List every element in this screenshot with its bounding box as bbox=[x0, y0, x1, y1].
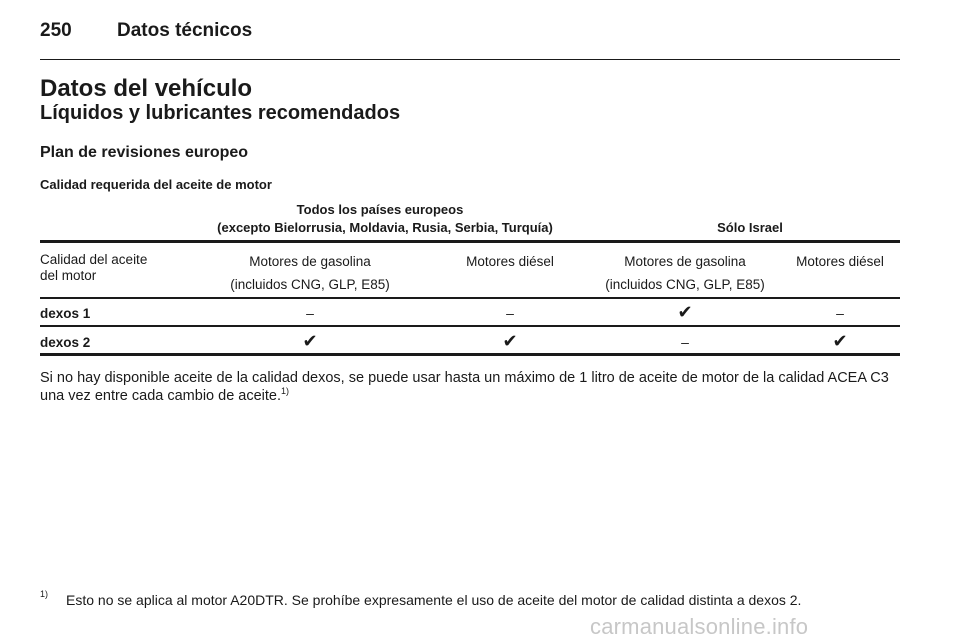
watermark: carmanualsonline.info bbox=[590, 614, 809, 639]
group-header-all-europe-line2: (excepto Bielorrusia, Moldavia, Rusia, Serbia, Turquía) bbox=[217, 220, 553, 235]
dexos1-israel-gasoline-check-icon: ✔ bbox=[677, 302, 693, 322]
row-header-line1: Calidad del aceite bbox=[40, 252, 148, 267]
row-label-dexos2: dexos 2 bbox=[40, 335, 91, 350]
footnote-marker: 1) bbox=[40, 589, 49, 599]
dexos-note-paragraph bbox=[40, 369, 902, 405]
dexos2-israel-diesel-check-icon: ✔ bbox=[832, 331, 848, 351]
page-header bbox=[40, 20, 900, 60]
table-top-rule bbox=[40, 240, 900, 243]
header-rule bbox=[40, 297, 900, 299]
col-header-diesel: Motores diésel bbox=[466, 254, 554, 269]
col-header-israel-diesel: Motores diésel bbox=[796, 254, 884, 269]
row-rule bbox=[40, 325, 900, 327]
dexos2-europe-diesel-check-icon: ✔ bbox=[502, 331, 518, 351]
row-header-line2: del motor bbox=[40, 268, 97, 283]
col-header-israel-gasoline-line2: (incluidos CNG, GLP, E85) bbox=[605, 277, 765, 292]
dexos1-europe-gasoline: – bbox=[306, 305, 314, 321]
running-title: Datos técnicos bbox=[117, 20, 253, 41]
group-header-israel: Sólo Israel bbox=[717, 220, 783, 235]
page-number: 250 bbox=[40, 20, 72, 41]
dexos2-israel-gasoline: – bbox=[681, 334, 689, 350]
col-header-gasoline-line2: (incluidos CNG, GLP, E85) bbox=[230, 277, 390, 292]
table-bottom-rule bbox=[40, 353, 900, 356]
group-header-all-europe-line1: Todos los países europeos bbox=[296, 202, 464, 217]
col-header-israel-gasoline-line1: Motores de gasolina bbox=[624, 254, 746, 269]
subsection-title: Líquidos y lubricantes recomendados bbox=[40, 102, 401, 124]
col-header-gasoline-line1: Motores de gasolina bbox=[249, 254, 371, 269]
section-title: Datos del vehículo bbox=[40, 75, 253, 102]
table-caption: Calidad requerida del aceite de motor bbox=[40, 177, 272, 192]
footnote-reference: 1) bbox=[281, 386, 290, 397]
dexos-note-text: Si no hay disponible aceite de la calidad dexos, se puede usar hasta un máximo de 1 litro de aceite de motor de la calidad ACEA C3 una vez entre cada cambio de aceite. bbox=[40, 370, 889, 404]
footnote-text: Esto no se aplica al motor A20DTR. Se prohíbe expresamente el uso de aceite del motor de calidad distinta a dexos 2. bbox=[66, 592, 802, 608]
dexos2-europe-gasoline-check-icon: ✔ bbox=[302, 331, 318, 351]
dexos1-europe-diesel: – bbox=[506, 305, 514, 321]
plan-heading: Plan de revisiones europeo bbox=[40, 144, 249, 161]
dexos1-israel-diesel: – bbox=[836, 305, 844, 321]
row-label-dexos1: dexos 1 bbox=[40, 306, 91, 321]
